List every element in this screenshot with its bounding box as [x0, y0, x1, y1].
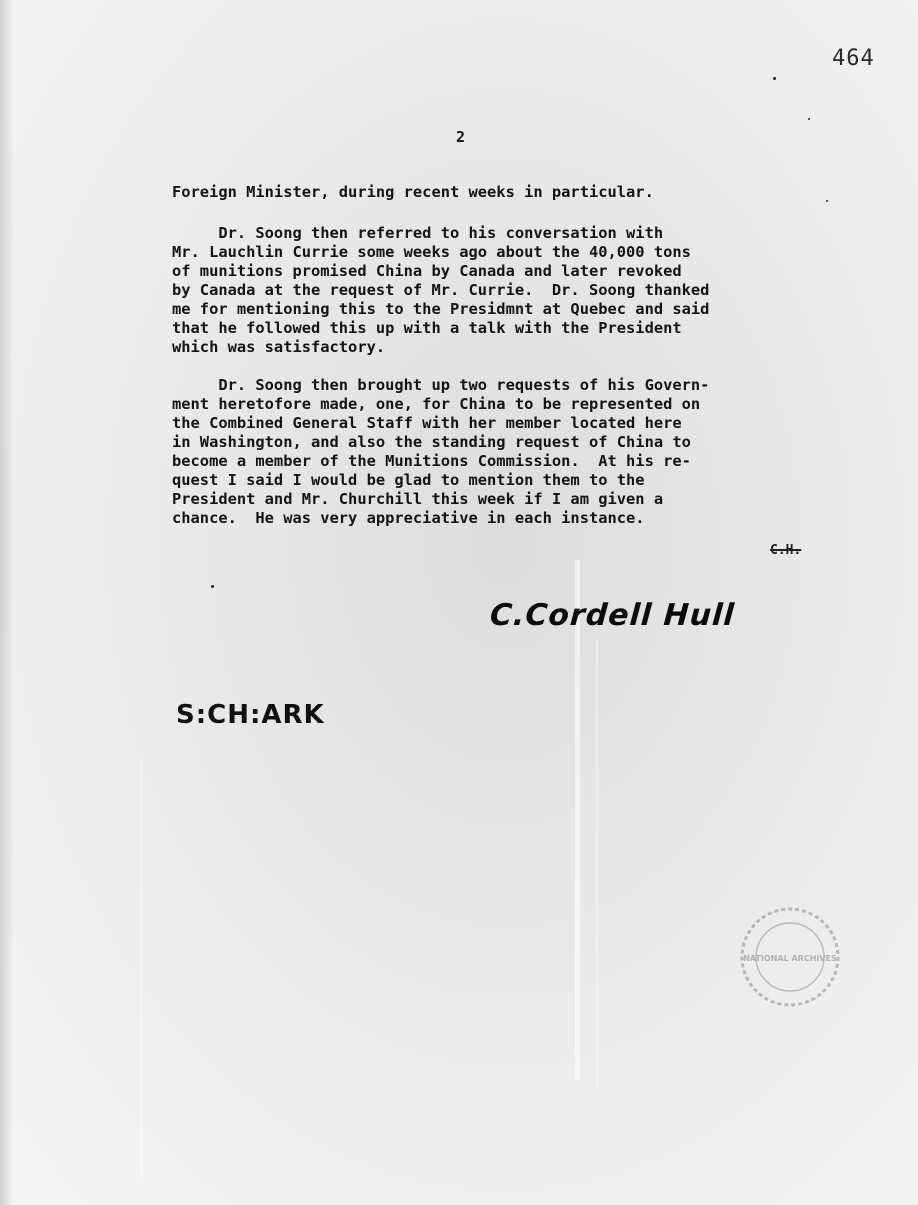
scan-streak — [596, 640, 598, 1090]
scan-speck — [808, 118, 810, 120]
scan-speck — [773, 77, 776, 80]
body-line: chance. He was very appreciative in each instance. — [172, 509, 645, 527]
body-line: quest I said I would be glad to mention them to the — [172, 471, 645, 489]
page-number: 2 — [456, 128, 466, 146]
scan-speck — [826, 200, 828, 202]
body-line: me for mentioning this to the Presidmnt at Quebec and said — [172, 300, 710, 318]
body-line: President and Mr. Churchill this week if I am given a — [172, 490, 664, 508]
body-line: the Combined General Staff with her member located here — [172, 414, 682, 432]
archive-number: 464 — [832, 46, 875, 71]
signature: C.Cordell Hull — [488, 598, 736, 633]
archive-stamp — [738, 905, 842, 1009]
scan-speck — [211, 585, 214, 588]
body-line: of munitions promised China by Canada and later revoked — [172, 262, 682, 280]
scan-streak — [575, 560, 580, 1080]
body-line: Foreign Minister, during recent weeks in particular. — [172, 183, 654, 201]
body-line: that he followed this up with a talk with the President — [172, 319, 682, 337]
body-line: which was satisfactory. — [172, 338, 386, 356]
stamp-text: NATIONAL ARCHIVES — [743, 954, 837, 963]
struck-initials: C.H. — [770, 543, 802, 558]
body-line: ment heretofore made, one, for China to be represented on — [172, 395, 701, 413]
body-line: Dr. Soong then referred to his conversation with — [172, 224, 664, 242]
body-line: in Washington, and also the standing request of China to — [172, 433, 691, 451]
body-line: by Canada at the request of Mr. Currie. Dr. Soong thanked — [172, 281, 710, 299]
scan-edge-shadow — [0, 0, 14, 1205]
filing-code: S:CH:ARK — [176, 700, 325, 730]
body-line: Mr. Lauchlin Currie some weeks ago about the 40,000 tons — [172, 243, 691, 261]
scan-streak — [140, 760, 143, 1180]
body-line: Dr. Soong then brought up two requests of his Govern- — [172, 376, 710, 394]
body-line: become a member of the Munitions Commission. At his re- — [172, 452, 691, 470]
